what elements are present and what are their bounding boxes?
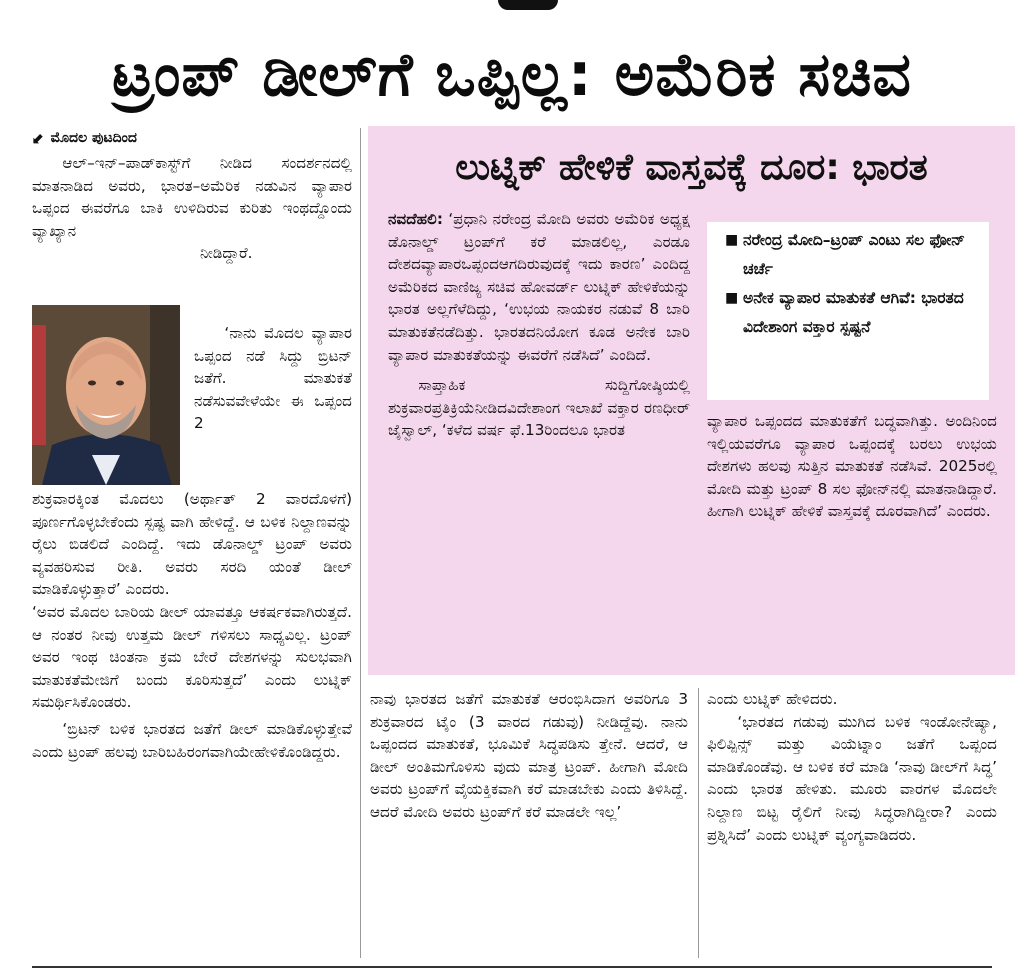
column-divider: [360, 128, 361, 958]
col1-body: [32, 488, 352, 968]
col1-para1-end: ನೀಡಿದ್ದಾರೆ.: [200, 244, 253, 263]
col3-lower: [707, 688, 997, 960]
col1-para4: ‘ಬ್ರಿಟನ್ ಬಳಿಕ ಭಾರತದ ಜತೆಗೆ ಡೀಲ್ ಮಾಡಿಕೊಳ್ಳುತ್ತೇವೆ ಎಂದು ಟ್ರಂಪ್ ಹಲವು ಬಾರಿಬಹಿರಂಗವಾಗಿಯೇಹೇಳಿಕೊಂಡಿದ್ದರು.: [32, 719, 352, 761]
col3-lower-para2: ‘ಭಾರತದ ಗಡುವು ಮುಗಿದ ಬಳಿಕ ಇಂಡೋನೇಷ್ಯಾ, ಫಿಲಿಪ್ಪಿನ್ಸ್ ಮತ್ತು ವಿಯೆಟ್ನಾಂ ಜತೆಗೆ ಒಪ್ಪಂದ ಮಾಡಿಕೊಂಡೆವು. ಆ ಬಳಿಕ ಕರೆ ಮಾಡಿ ‘ನಾವು ಡೀಲ್‌ಗೆ ಸಿದ್ಧ’ ಎಂದು ಭಾರತ ಹೇಳಿತು. ಮೂರು ವಾರಗಳ ಮೊದಲೇ ನಿಲ್ದಾಣ ಬಿಟ್ಟ ರೈಲಿಗೆ ನೀವು ಸಿದ್ಧರಾಗಿದ್ದೀರಾ? ಎಂದು ಪ್ರಶ್ನಿಸಿದೆ’ ಎಂದು ಲುಟ್ನಿಕ್ ವ್ಯಂಗ್ಯವಾಡಿದರು.: [707, 712, 997, 844]
boxed-story-headline: ಲುಟ್ನಿಕ್ ಹೇಳಿಕೆ ವಾಸ್ತವಕ್ಕೆ ದೂರ: ಭಾರತ: [455, 147, 928, 188]
col2-lower-para1: ನಾವು ಭಾರತದ ಜತೆಗೆ ಮಾತುಕತೆ ಆರಂಭಿಸಿದಾಗ ಅವರಿಗೂ 3 ಶುಕ್ರವಾರದ ಟೈಂ (3 ವಾರದ ಗಡುವು) ನೀಡಿದ್ದೆವು. ನಾನು ಒಪ್ಪಂದದ ಮಾತುಕತೆ, ಭೂಮಿಕೆ ಸಿದ್ಧಪಡಿಸು ತ್ತೇನೆ. ಆದರೆ, ಆ ಡೀಲ್ ಅಂತಿಮಗೊಳಿಸು ವುದು ಮಾತ್ರ ಟ್ರಂಪ್. ಹೀಗಾಗಿ ಮೋದಿ ಅವರು ಟ್ರಂಪ್‌ಗೆ ವೈಯಕ್ತಿಕವಾಗಿ ಕರೆ ಮಾಡಬೇಕು ಎಂದು ತಿಳಿಸಿದ್ದೆ. ಆದರೆ ಮೋದಿ ಅವರು ಟ್ರಂಪ್‌ಗೆ ಕರೆ ಮಾಡಲೇ ಇಲ್ಲ’: [370, 690, 688, 821]
highlight-item: ■ ನರೇಂದ್ರ ಮೋದಿ–ಟ್ರಂಪ್ ಎಂಟು ಸಲ ಫೋನ್ ಚರ್ಚೆ: [725, 226, 981, 284]
continued-label: ಮೊದಲ ಪುಟದಿಂದ: [50, 130, 137, 146]
col1-para2-rest: ಶುಕ್ರವಾರಕ್ಕಿಂತ ಮೊದಲು (ಅರ್ಥಾತ್ 2 ವಾರದೊಳಗೆ) ಪೂರ್ಣಗೊಳ್ಳಬೇಕೆಂದು ಸ್ಪಷ್ಟ ವಾಗಿ ಹೇಳಿದ್ದೆ. ಆ ಬಳಿಕ ನಿಲ್ದಾಣವನ್ನು ರೈಲು ಬಿಡಲಿದೆ ಎಂದಿದ್ದೆ. ಇದು ಡೊನಾಲ್ಡ್ ಟ್ರಂಪ್ ಅವರು ವ್ಯವಹರಿಸುವ ರೀತಿ. ಅವರು ಸರದಿ ಯಂತೆ ಡೀಲ್ ಮಾಡಿಕೊಳ್ಳುತ್ತಾರೆ’ ಎಂದರು.: [32, 490, 352, 599]
boxed-story-col-left: [388, 208, 690, 660]
boxed-story-para1: ನವದೆಹಲಿ: ‘ಪ್ರಧಾನಿ ನರೇಂದ್ರ ಮೋದಿ ಅವರು ಅಮೆರಿಕ ಅಧ್ಯಕ್ಷ ಡೊನಾಲ್ಡ್ ಟ್ರಂಪ್‌ಗೆ ಕರೆ ಮಾಡಲಿಲ್ಲ, ಎರಡೂ ದೇಶದವ್ಯಾಪಾರಒಪ್ಪಂದಆಗದಿರುವುದಕ್ಕೆ ಇದು ಕಾರಣ’ ಎಂದಿದ್ದ ಅಮೆರಿಕದ ವಾಣಿಜ್ಯ ಸಚಿವ ಹೋವರ್ಡ್ ಲುಟ್ನಿಕ್ ಹೇಳಿಕೆಯನ್ನು ಭಾರತ ಅಲ್ಲಗೆಳೆದಿದ್ದು, ‘ಉಭಯ ನಾಯಕರ ನಡುವೆ 8 ಬಾರಿ ಮಾತುಕತೆನಡೆದಿತ್ತು. ಭಾರತದನಿಯೋಗ ಕೂಡ ಅನೇಕ ಬಾರಿ ವ್ಯಾಪಾರ ಮಾತುಕತೆಯನ್ನು ಈವರೆಗೆ ನಡೆಸಿದೆ’ ಎಂದಿದೆ.: [388, 210, 690, 364]
boxed-story-para3: ವ್ಯಾಪಾರ ಒಪ್ಪಂದದ ಮಾತುಕತೆಗೆ ಬದ್ಧವಾಗಿತ್ತು. ಅಂದಿನಿಂದ ಇಲ್ಲಿಯವರೆಗೂ ವ್ಯಾಪಾರ ಒಪ್ಪಂದಕ್ಕೆ ಬರಲು ಉಭಯ ದೇಶಗಳು ಹಲವು ಸುತ್ತಿನ ಮಾತುಕತೆ ನಡೆಸಿವೆ. 2025ರಲ್ಲಿ ಮೋದಿ ಮತ್ತು ಟ್ರಂಪ್ 8 ಸಲ ಫೋನ್‌ನಲ್ಲಿ ಮಾತನಾಡಿದ್ದಾರೆ. ಹೀಗಾಗಿ ಲುಟ್ನಿಕ್ ಹೇಳಿಕೆ ವಾಸ್ತವಕ್ಕೆ ದೂರವಾಗಿದೆ’ ಎಂದರು.: [707, 412, 997, 521]
photo-howard-lutnick: [32, 305, 180, 485]
dateline: ನವದೆಹಲಿ:: [388, 210, 443, 228]
continued-arrow-icon: ⬋: [32, 129, 45, 147]
column-divider: [698, 688, 699, 958]
portrait-illustration: [32, 305, 180, 485]
col1-intro: [32, 152, 352, 310]
headline: ಟ್ರಂಪ್ ಡೀಲ್‌ಗೆ ಒಪ್ಪಿಲ್ಲ: ಅಮೆರಿಕ ಸಚಿವ: [112, 40, 912, 110]
col2-lower: [370, 688, 688, 960]
bottom-rule: [32, 966, 992, 968]
col1-para3: ‘ಅವರ ಮೊದಲ ಬಾರಿಯ ಡೀಲ್ ಯಾವತ್ತೂ ಆಕರ್ಷಕವಾಗಿರುತ್ತದೆ. ಆ ನಂತರ ನೀವು ಉತ್ತಮ ಡೀಲ್ ಗಳಿಸಲು ಸಾಧ್ಯವಿಲ್ಲ. ಟ್ರಂಪ್ ಅವರ ಇಂಥ ಚಿಂತನಾ ಕ್ರಮ ಬೇರೆ ದೇಶಗಳನ್ನು ಸುಲಭವಾಗಿ ಮಾತುಕತೆಮೇಜಿಗೆ ಬಂದು ಕೂರಿಸುತ್ತದೆ’ ಎಂದು ಲುಟ್ನಿಕ್ ಸಮರ್ಥಿಸಿಕೊಂಡರು.: [32, 602, 352, 712]
boxed-story-para2: ಸಾಪ್ತಾಹಿಕ ಸುದ್ದಿಗೋಷ್ಠಿಯಲ್ಲಿ ಶುಕ್ರವಾರಪ್ರತಿಕ್ರಿಯೆನೀಡಿದವಿದೇಶಾಂಗ ಇಲಾಖೆ ವಕ್ತಾರ ರಣಧೀರ್ ಜೈಸ್ವಾಲ್, ‘ಕಳೆದ ವರ್ಷ ಫೆ.13ರಿಂದಲೂ ಭಾರತ: [388, 376, 690, 440]
col1-para2-wrap: ‘ನಾನು ಮೊದಲ ವ್ಯಾಪಾರ ಒಪ್ಪಂದ ನಡೆ ಸಿದ್ದು ಬ್ರಿಟನ್ ಜತೆಗೆ. ಮಾತುಕತೆ ನಡೆಸುವವೇಳೆಯೇ ಈ ಒಪ್ಪಂದ 2: [194, 324, 352, 433]
square-bullet-icon: ■: [725, 290, 739, 306]
highlight-item: ■ ಅನೇಕ ವ್ಯಾಪಾರ ಮಾತುಕತೆ ಆಗಿವೆ: ಭಾರತದ ವಿದೇಶಾಂಗ ವಕ್ತಾರ ಸ್ಪಷ್ಟನೆ: [725, 284, 981, 342]
square-bullet-icon: ■: [725, 232, 739, 248]
col1-para1: ಆಲ್–ಇನ್–ಪಾಡ್‌ಕಾಸ್ಟ್‌ಗೆ ನೀಡಿದ ಸಂದರ್ಶನದಲ್ಲಿ ಮಾತನಾಡಿದ ಅವರು, ಭಾರತ–ಅಮೆರಿಕ ನಡುವಿನ ವ್ಯಾಪಾರ ಒಪ್ಪಂದ ಈವರೆಗೂ ಬಾಕಿ ಉಳಿದಿರುವ ಕುರಿತು ಇಂಥದ್ದೊಂದು ವ್ಯಾಖ್ಯಾನ: [32, 154, 352, 240]
highlights-box: [707, 222, 989, 400]
col3-lower-para1: ಎಂದು ಲುಟ್ನಿಕ್ ಹೇಳಿದರು.: [707, 690, 838, 708]
boxed-story-col-right: [707, 410, 997, 660]
continued-marker: [32, 128, 352, 150]
